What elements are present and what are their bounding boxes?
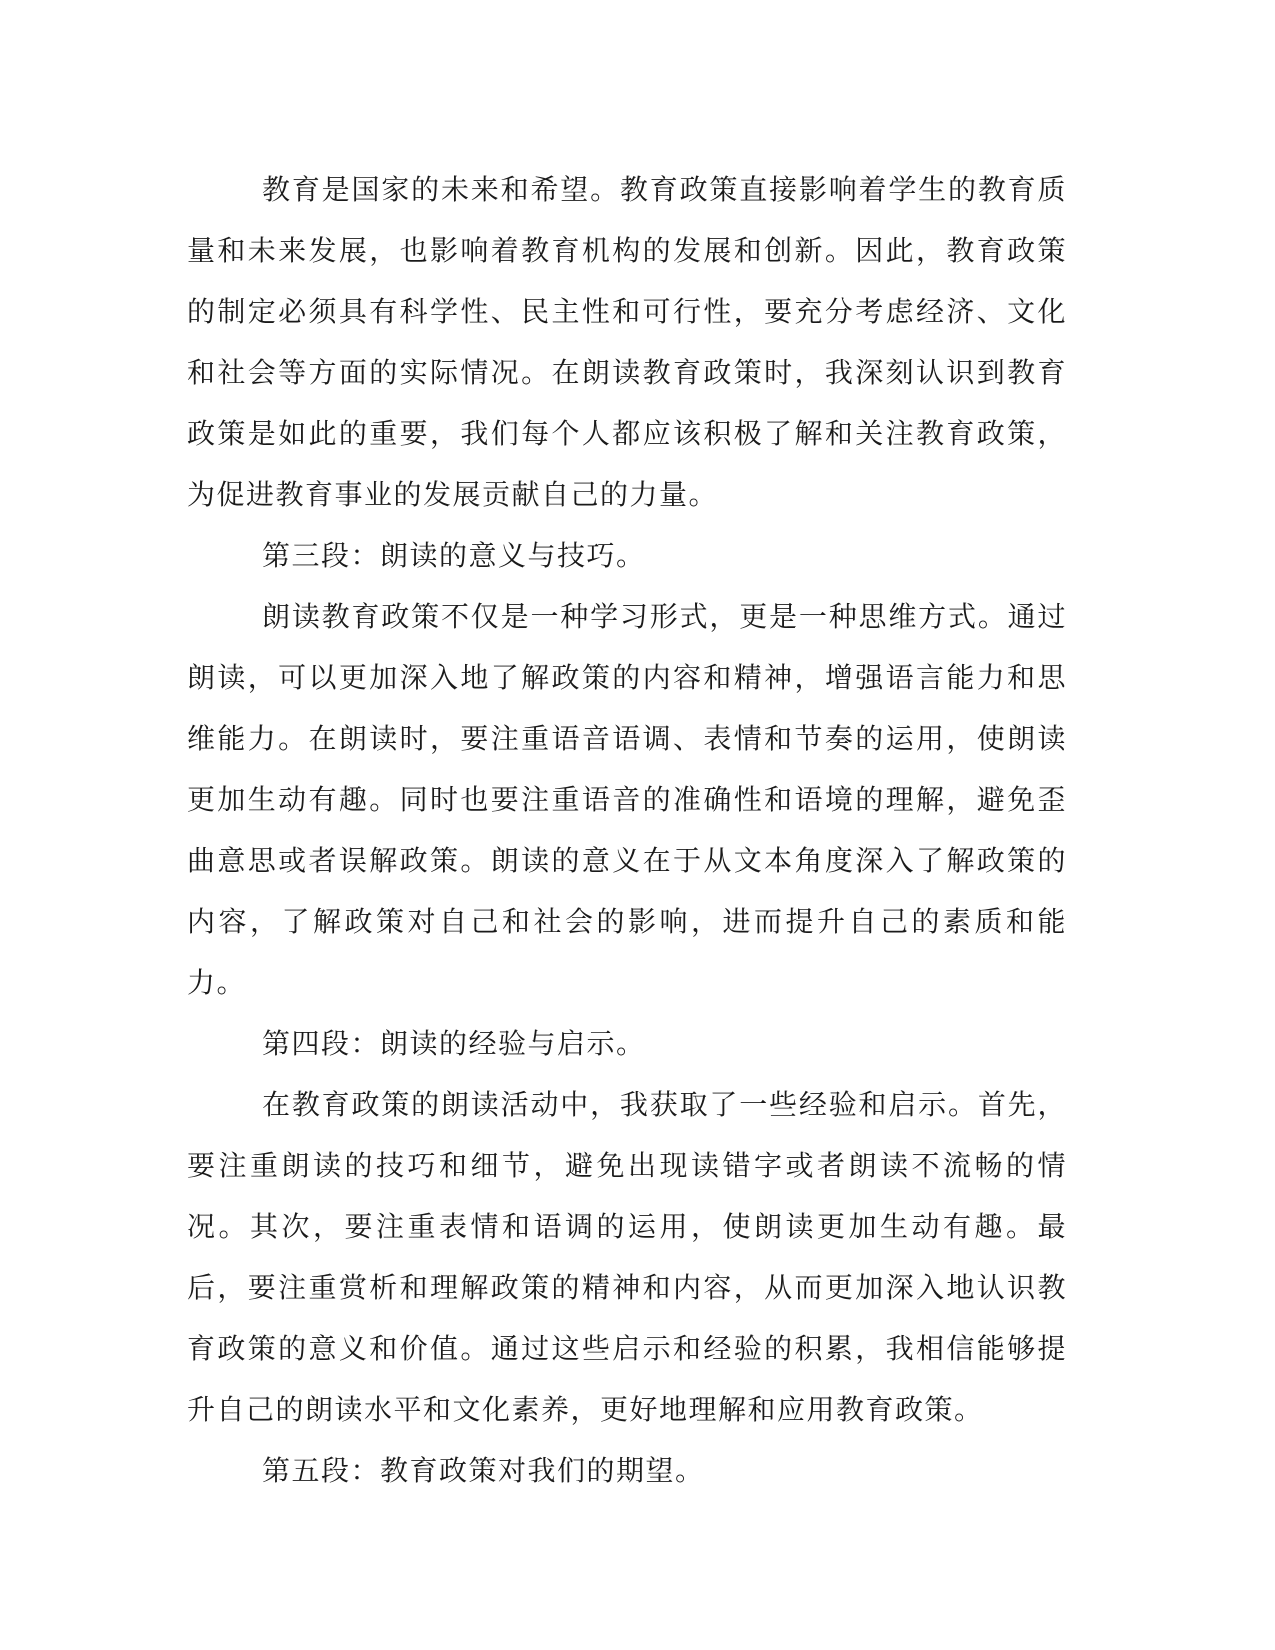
body-paragraph: 教育是国家的未来和希望。教育政策直接影响着学生的教育质量和未来发展，也影响着教育机构的发展和创新。因此，教育政策的制定必须具有科学性、民主性和可行性，要充分考虑经济、文化和社会等方面的实际情况。在朗读教育政策时，我深刻认识到教育政策是如此的重要，我们每个人都应该积极了解和关注教育政策，为促进教育事业的发展贡献自己的力量。 [187, 173, 1067, 511]
body-paragraph: 朗读教育政策不仅是一种学习形式，更是一种思维方式。通过朗读，可以更加深入地了解政策的内容和精神，增强语言能力和思维能力。在朗读时，要注重语音语调、表情和节奏的运用，使朗读更加生动有趣。同时也要注重语音的准确性和语境的理解，避免歪曲意思或者误解政策。朗读的意义在于从文本角度深入了解政策的内容，了解政策对自己和社会的影响，进而提升自己的素质和能力。 [187, 600, 1067, 999]
section-heading-4: 第四段：朗读的经验与启示。 [262, 1027, 646, 1060]
section-heading-3: 第三段：朗读的意义与技巧。 [262, 539, 646, 572]
document-body [187, 159, 1067, 1501]
body-paragraph: 在教育政策的朗读活动中，我获取了一些经验和启示。首先，要注重朗读的技巧和细节，避免出现读错字或者朗读不流畅的情况。其次，要注重表情和语调的运用，使朗读更加生动有趣。最后，要注重赏析和理解政策的精神和内容，从而更加深入地认识教育政策的意义和价值。通过这些启示和经验的积累，我相信能够提升自己的朗读水平和文化素养，更好地理解和应用教育政策。 [187, 1088, 1067, 1426]
section-heading-5: 第五段：教育政策对我们的期望。 [262, 1454, 705, 1487]
